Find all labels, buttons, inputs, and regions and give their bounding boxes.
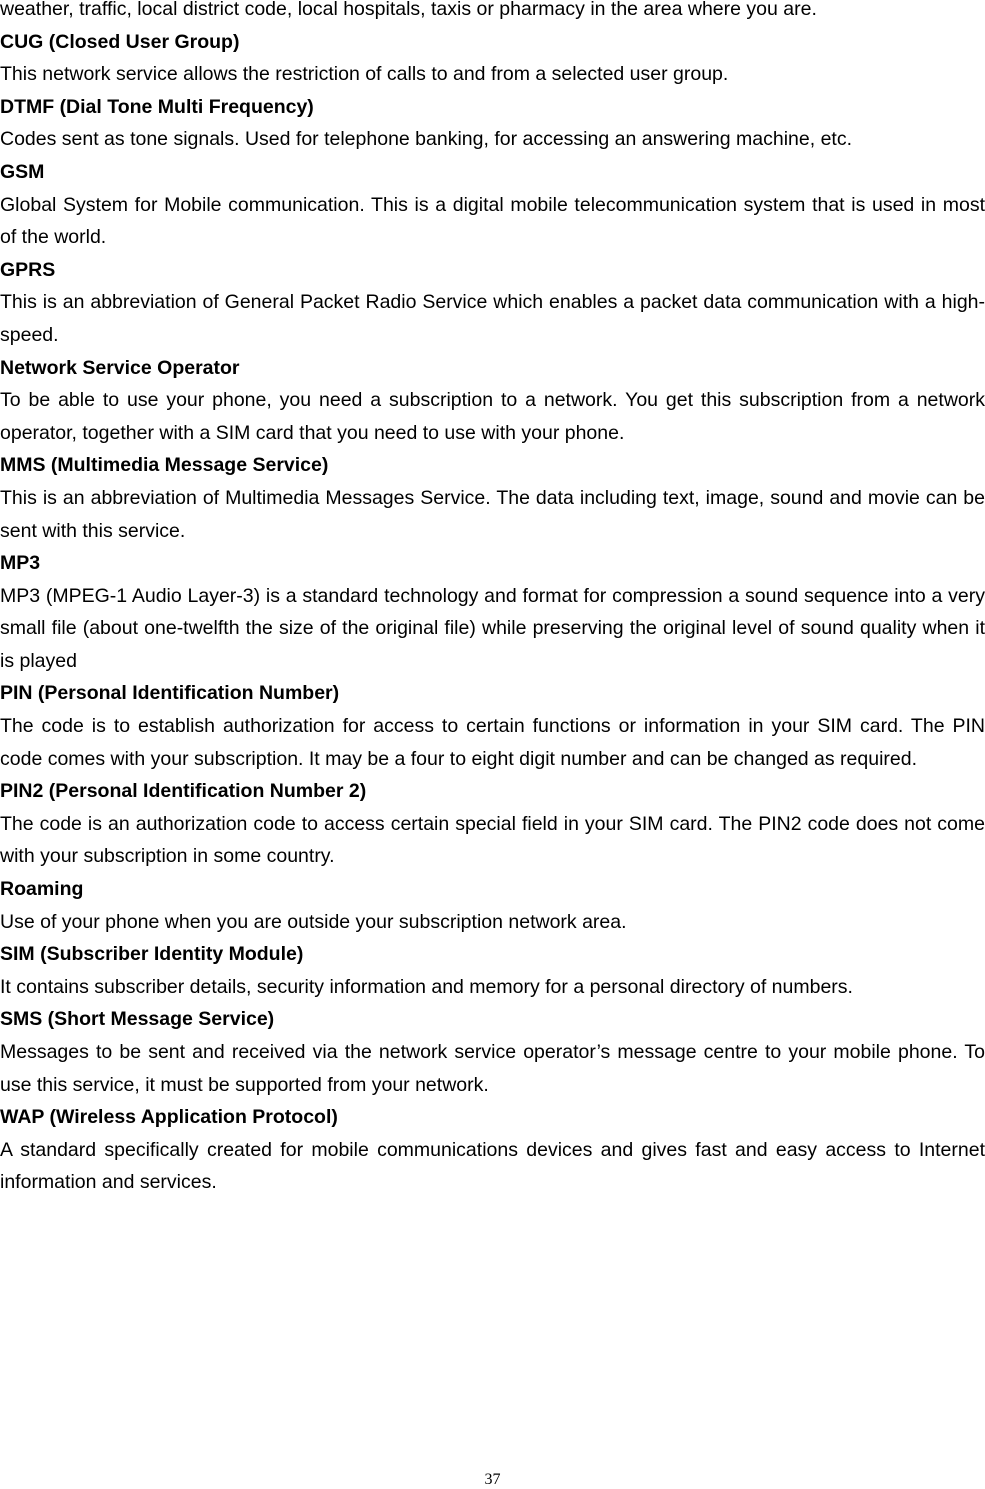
term-pin: PIN (Personal Identification Number) xyxy=(0,682,340,705)
term-sim: SIM (Subscriber Identity Module) xyxy=(0,943,304,966)
desc-gprs: This is an abbreviation of General Packet Radio Service which enables a packet data communication with a high-speed. xyxy=(0,291,985,346)
term-gsm: GSM xyxy=(0,160,45,183)
term-mms: MMS (Multimedia Message Service) xyxy=(0,454,329,477)
desc-gsm: Global System for Mobile communication. This is a digital mobile telecommunication system that is used in most of the world. xyxy=(0,193,985,249)
term-mp3: MP3 xyxy=(0,552,41,575)
term-wap: WAP (Wireless Application Protocol) xyxy=(0,1106,338,1129)
desc-dtmf: Codes sent as tone signals. Used for telephone banking, for accessing an answering machine, etc. xyxy=(0,128,853,151)
term-gprs: GPRS xyxy=(0,258,56,281)
term-roaming: Roaming xyxy=(0,878,84,901)
desc-sim: It contains subscriber details, security information and memory for a personal directory of numbers. xyxy=(0,975,853,998)
desc-pin2: The code is an authorization code to access certain special field in your SIM card. The PIN2 code does not come with your subscription in some country. xyxy=(0,812,985,868)
desc-roaming: Use of your phone when you are outside your subscription network area. xyxy=(0,910,627,933)
desc-mp3: MP3 (MPEG-1 Audio Layer-3) is a standard technology and format for compression a sound sequence into a very small file (about one-twelfth the size of the original file) while preserving the original level of sound quality when it is played xyxy=(0,584,985,672)
intro-text: weather, traffic, local district code, local hospitals, taxis or pharmacy in the area where you are. xyxy=(0,0,817,20)
desc-network-service-operator: To be able to use your phone, you need a subscription to a network. You get this subscription from a network operator, together with a SIM card that you need to use with your phone. xyxy=(0,389,985,444)
desc-sms: Messages to be sent and received via the network service operator’s message centre to your mobile phone. To use this service, it must be supported from your network. xyxy=(0,1041,985,1096)
term-network-service-operator: Network Service Operator xyxy=(0,356,240,379)
term-pin2: PIN2 (Personal Identification Number 2) xyxy=(0,780,367,803)
page-number: 37 xyxy=(484,1471,501,1488)
term-sms: SMS (Short Message Service) xyxy=(0,1008,275,1031)
term-dtmf: DTMF (Dial Tone Multi Frequency) xyxy=(0,95,314,118)
desc-pin: The code is to establish authorization for access to certain functions or information in your SIM card. The PIN code comes with your subscription. It may be a four to eight digit number and can be changed as required. xyxy=(0,715,985,770)
desc-mms: This is an abbreviation of Multimedia Messages Service. The data including text, image, sound and movie can be sent with this service. xyxy=(0,486,985,542)
desc-cug: This network service allows the restriction of calls to and from a selected user group. xyxy=(0,63,729,86)
term-cug: CUG (Closed User Group) xyxy=(0,30,240,53)
desc-wap: A standard specifically created for mobile communications devices and gives fast and easy access to Internet information and services. xyxy=(0,1138,985,1194)
